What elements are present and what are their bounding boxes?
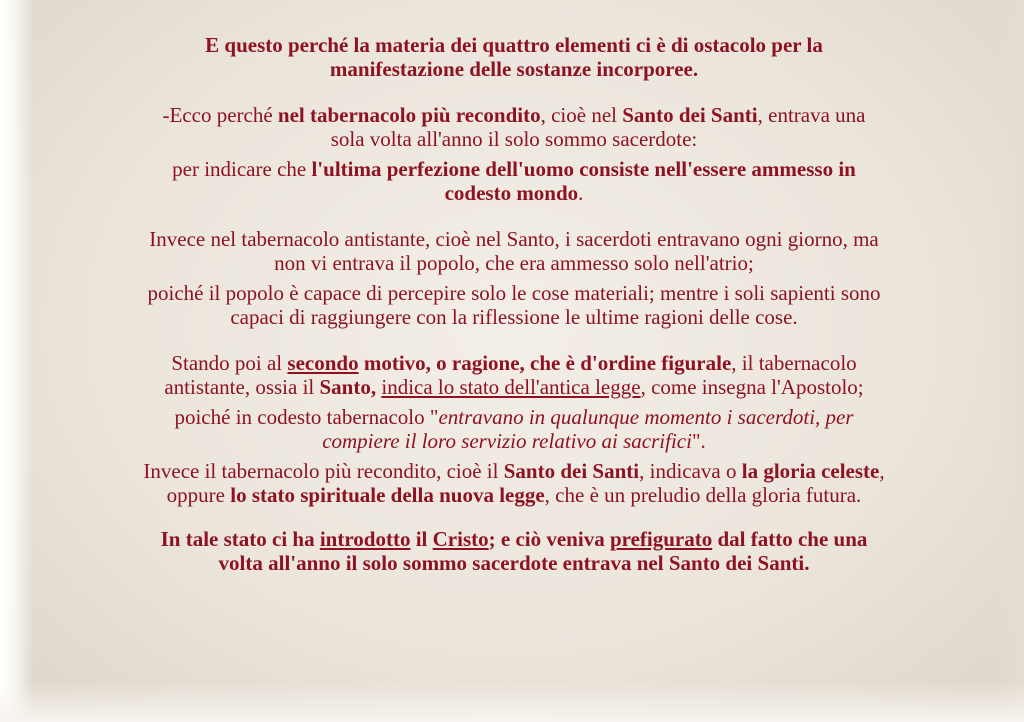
- text-run: per indicare che: [172, 157, 312, 181]
- paragraph-5-line-2: capaci di raggiungere con la riflessione le ultime ragioni delle cose.: [230, 305, 798, 329]
- text-run: , entrava una: [757, 103, 866, 127]
- text-run: poiché in codesto tabernacolo ": [174, 405, 439, 429]
- emphasis-text: la gloria celeste: [741, 459, 880, 483]
- text-run: -Ecco perché: [162, 103, 278, 127]
- paragraph-9: [34, 527, 994, 575]
- text-run: , il tabernacolo: [731, 351, 857, 375]
- text-run: .: [578, 181, 584, 205]
- paragraph-4-line-1: Invece nel tabernacolo antistante, cioè nel Santo, i sacerdoti entravano ogni giorno, ma: [149, 227, 879, 251]
- emphasis-text: Santo dei Santi: [503, 459, 640, 483]
- page-edge-left: [0, 0, 34, 722]
- text-run: Invece il tabernacolo più recondito, cioè il: [143, 459, 504, 483]
- paragraph-4-line-2: non vi entrava il popolo, che era ammesso solo nell'atrio;: [274, 251, 754, 275]
- text-run: , che è un preludio della gloria futura.: [544, 483, 862, 507]
- paragraph-2-line-2: sola volta all'anno il solo sommo sacerdote:: [330, 127, 698, 151]
- emphasis-text: Santo,: [319, 375, 377, 399]
- emphasis-text: l'ultima perfezione dell'uomo consiste nell'essere ammesso in: [311, 157, 856, 181]
- text-run: dal fatto che una: [712, 527, 868, 551]
- page-edge-bottom: [0, 682, 1024, 722]
- emphasis-text: lo stato spirituale della nuova legge: [230, 483, 545, 507]
- text-run: , cioè nel: [540, 103, 623, 127]
- paragraph-1: [34, 33, 994, 81]
- document-body: [34, 33, 994, 575]
- emphasis-text: codesto mondo: [444, 181, 579, 205]
- paragraph-8: [34, 459, 994, 507]
- paragraph-1-line-1: E questo perché la materia dei quattro elementi ci è di ostacolo per la: [205, 33, 823, 57]
- paragraph-4: [34, 227, 994, 275]
- text-run: Stando poi al: [171, 351, 288, 375]
- underlined-text: Cristo: [432, 527, 489, 551]
- paragraph-3: [34, 157, 994, 205]
- text-run: ".: [691, 429, 706, 453]
- paragraph-5: [34, 281, 994, 329]
- text-run: ,: [879, 459, 885, 483]
- paragraph-2: [34, 103, 994, 151]
- underlined-text: indica lo stato dell'antica legge: [381, 375, 641, 399]
- text-run: , come insegna l'Apostolo;: [640, 375, 864, 399]
- emphasis-text: motivo: [358, 351, 426, 375]
- paragraph-9-line-2: volta all'anno il solo sommo sacerdote entrava nel Santo dei Santi.: [218, 551, 810, 575]
- text-run: oppure: [166, 483, 231, 507]
- underlined-text: secondo: [287, 351, 359, 375]
- underlined-text: introdotto: [319, 527, 411, 551]
- text-run: antistante, ossia il: [164, 375, 320, 399]
- paragraph-7: [34, 405, 994, 453]
- quoted-text: entravano in qualunque momento i sacerdoti, per: [438, 405, 854, 429]
- emphasis-text: , o ragione, che è d'ordine figurale: [425, 351, 732, 375]
- quoted-text: compiere il loro servizio relativo ai sacrifici: [322, 429, 692, 453]
- paragraph-1-line-2: manifestazione delle sostanze incorporee.: [329, 57, 699, 81]
- text-run: ; e ciò veniva: [488, 527, 610, 551]
- text-run: , indicava o: [639, 459, 742, 483]
- text-run: il: [410, 527, 433, 551]
- emphasis-text: Santo dei Santi: [622, 103, 758, 127]
- emphasis-text: nel tabernacolo più recondito: [277, 103, 541, 127]
- page-edge-right: [994, 0, 1024, 722]
- paragraph-6: [34, 351, 994, 399]
- underlined-text: prefigurato: [609, 527, 713, 551]
- paragraph-5-line-1: poiché il popolo è capace di percepire solo le cose materiali; mentre i soli sapienti sono: [147, 281, 881, 305]
- text-run: In tale stato ci ha: [160, 527, 320, 551]
